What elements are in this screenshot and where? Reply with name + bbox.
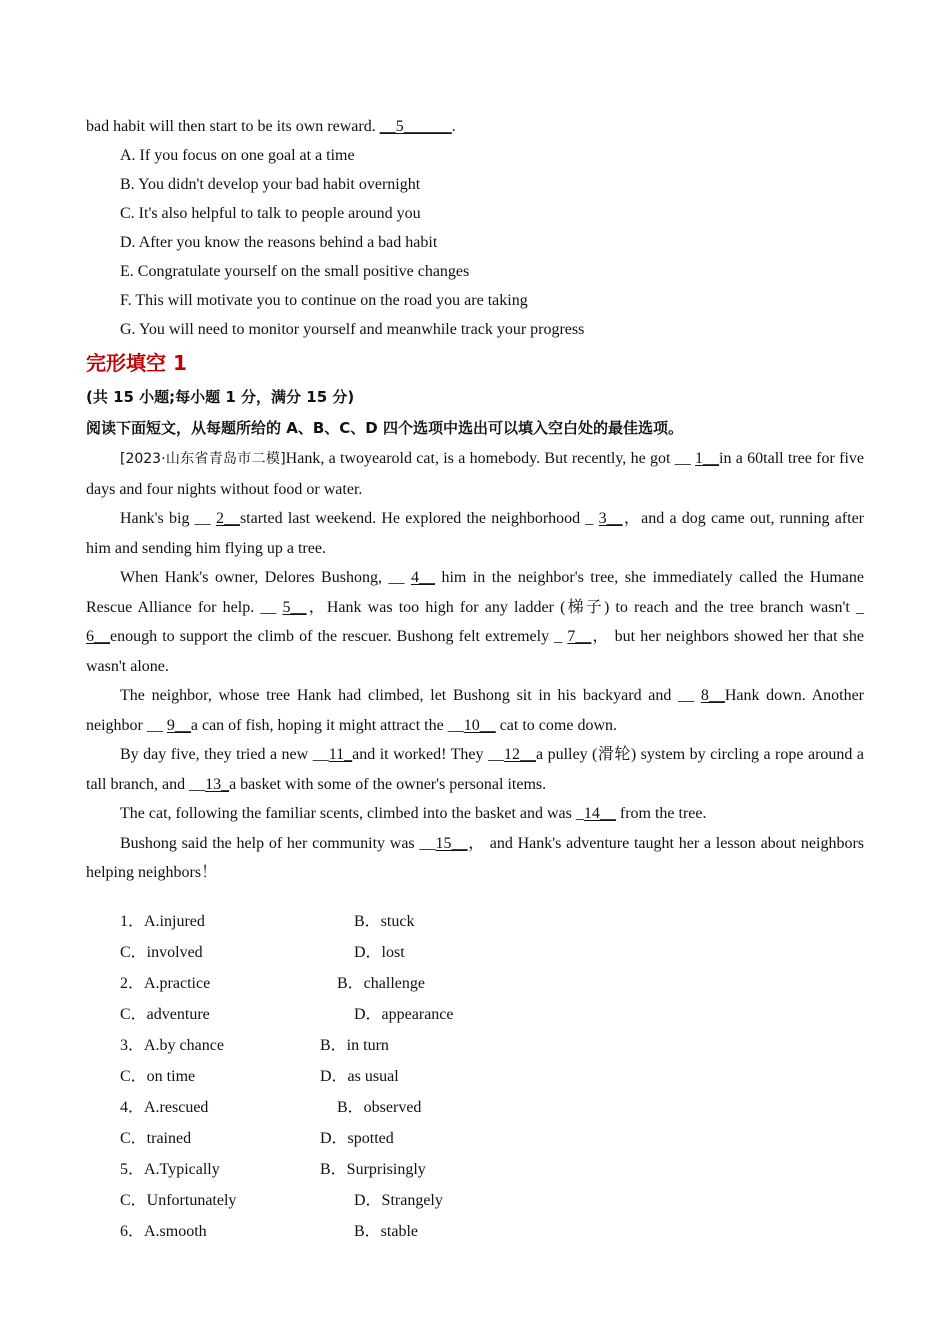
question-2-row-cd [86,999,864,1030]
passage-paragraph-1 [86,444,864,504]
text: and it worked! They __ [352,746,504,763]
text: ，Hank was too high for any ladder (梯子) to reach and the tree branch wasn't _ [306,598,864,616]
passage-paragraph-4 [86,681,864,740]
blank-5b: 5__ [282,598,307,616]
passage-source: [2023·山东省青岛市二模] [120,451,286,467]
text: started last weekend. He explored the neighborhood _ [239,510,599,527]
passage-paragraph-6 [86,799,864,829]
top-line-text: bad habit will then start to be its own reward. [86,118,380,135]
section-title: 完形填空 1 [86,351,187,375]
question-2-option-b: B．challenge [337,974,425,992]
top-line [86,112,864,141]
question-4-row-cd [86,1123,864,1154]
top-line-end: . [451,118,456,135]
text: The cat, following the familiar scents, climbed into the basket and was _ [120,805,584,822]
blank-7: 7__ [567,628,592,645]
blank-4: 4__ [410,569,435,586]
question-2-option-c: C．adventure [120,1005,210,1023]
blank-8: 8__ [700,687,725,704]
question-4-row-ab [86,1092,864,1123]
question-1-row-cd [86,937,864,968]
question-4-option-b: B．observed [337,1098,422,1116]
blank-11: 11_ [328,746,353,763]
question-2-option-a: 2．A.practice [120,974,211,992]
question-4-option-d: D．spotted [320,1129,394,1147]
question-1-option-a: 1．A.injured [120,912,205,930]
blank-12: 12__ [503,746,536,763]
option-f: F. This will motivate you to continue on the road you are taking [120,292,528,309]
blank-5: __5______ [379,118,452,135]
text: from the tree. [615,805,707,822]
document-page [86,112,864,1247]
text: enough to support the climb of the rescuer. Bushong felt extremely _ [110,628,568,645]
question-6-row-ab [86,1216,864,1247]
option-c: C. It's also helpful to talk to people around you [120,205,421,222]
question-6-option-a: 6．A.smooth [120,1222,207,1240]
text: in a 60tall tree for five days and four nights without food or water. [86,450,864,498]
question-5-option-a: 5．A.Typically [120,1160,220,1178]
text: ， but her neighbors showed her that she wasn't alone. [86,628,864,675]
text: a can of fish, hoping it might attract the __ [190,716,464,734]
option-a: A. If you focus on one goal at a time [120,147,355,164]
question-6-option-b: B．stable [354,1222,418,1240]
blank-2: 2__ [215,510,240,527]
text: ， and Hank's adventure taught her a lesson about neighbors helping neighbors！ [86,834,864,881]
text: By day five, they tried a new __ [120,746,329,763]
question-1-option-b: B．stuck [354,912,415,930]
text: The neighbor, whose tree Hank had climbed, let Bushong sit in his backyard and __ [120,687,701,704]
blank-10: 10__ [463,716,496,734]
question-2-row-ab [86,968,864,999]
text: a pulley (滑轮) system by circling a rope around a tall branch, and __ [86,746,864,793]
option-g: G. You will need to monitor yourself and meanwhile track your progress [120,321,585,338]
text: him in the neighbor's tree, she immediately called the Humane Rescue Alliance for help. __ [86,569,865,616]
question-5-row-ab [86,1154,864,1185]
section-instruction: 阅读下面短文，从每题所给的 A、B、C、D 四个选项中选出可以填入空白处的最佳选项。 [86,419,683,437]
passage-paragraph-2 [86,504,864,563]
question-3-row-cd [86,1061,864,1092]
blank-1: 1__ [695,450,720,467]
question-3-option-b: B．in turn [320,1036,389,1054]
cloze-passage [86,444,864,888]
text: Hank down. Another neighbor __ [86,687,864,734]
question-1-option-d: D．lost [354,943,405,961]
question-3-option-c: C．on time [120,1067,196,1085]
option-e: E. Congratulate yourself on the small positive changes [120,263,470,280]
blank-15: 15__ [435,834,468,852]
question-3-option-a: 3．A.by chance [120,1036,224,1054]
question-4-option-a: 4．A.rescued [120,1098,209,1116]
blank-13: 13_ [205,775,230,793]
question-1-option-c: C．involved [120,943,203,961]
text: Hank's big __ [120,510,216,527]
question-list [86,906,864,1247]
question-1-row-ab [86,906,864,937]
question-3-option-d: D．as usual [320,1067,399,1085]
text: Bushong said the help of her community was __ [120,834,436,852]
blank-14: 14__ [583,805,616,822]
question-5-option-d: D．Strangely [354,1191,443,1209]
option-d: D. After you know the reasons behind a bad habit [120,234,438,251]
blank-9: 9__ [166,716,191,734]
option-b: B. You didn't develop your bad habit overnight [120,176,421,193]
question-4-option-c: C．trained [120,1129,192,1147]
passage-paragraph-7 [86,829,864,888]
text: a basket with some of the owner's personal items. [229,775,547,793]
blank-6: 6__ [86,628,110,645]
text: ，and a dog came out, running after him and sending him flying up a tree. [86,510,865,557]
passage-paragraph-5 [86,740,864,799]
question-5-option-b: B．Surprisingly [320,1160,426,1178]
text: When Hank's owner, Delores Bushong, __ [120,569,411,586]
seven-options-list [86,141,864,344]
blank-3: 3__ [598,510,623,527]
question-2-option-d: D．appearance [354,1005,454,1023]
question-5-row-cd [86,1185,864,1216]
text: cat to come down. [495,716,617,734]
section-scoring: (共 15 小题;每小题 1 分，满分 15 分) [86,388,355,406]
passage-paragraph-3 [86,563,864,681]
question-5-option-c: C．Unfortunately [120,1191,237,1209]
question-3-row-ab [86,1030,864,1061]
text: Hank, a twoyearold cat, is a homebody. But recently, he got __ [285,450,696,467]
